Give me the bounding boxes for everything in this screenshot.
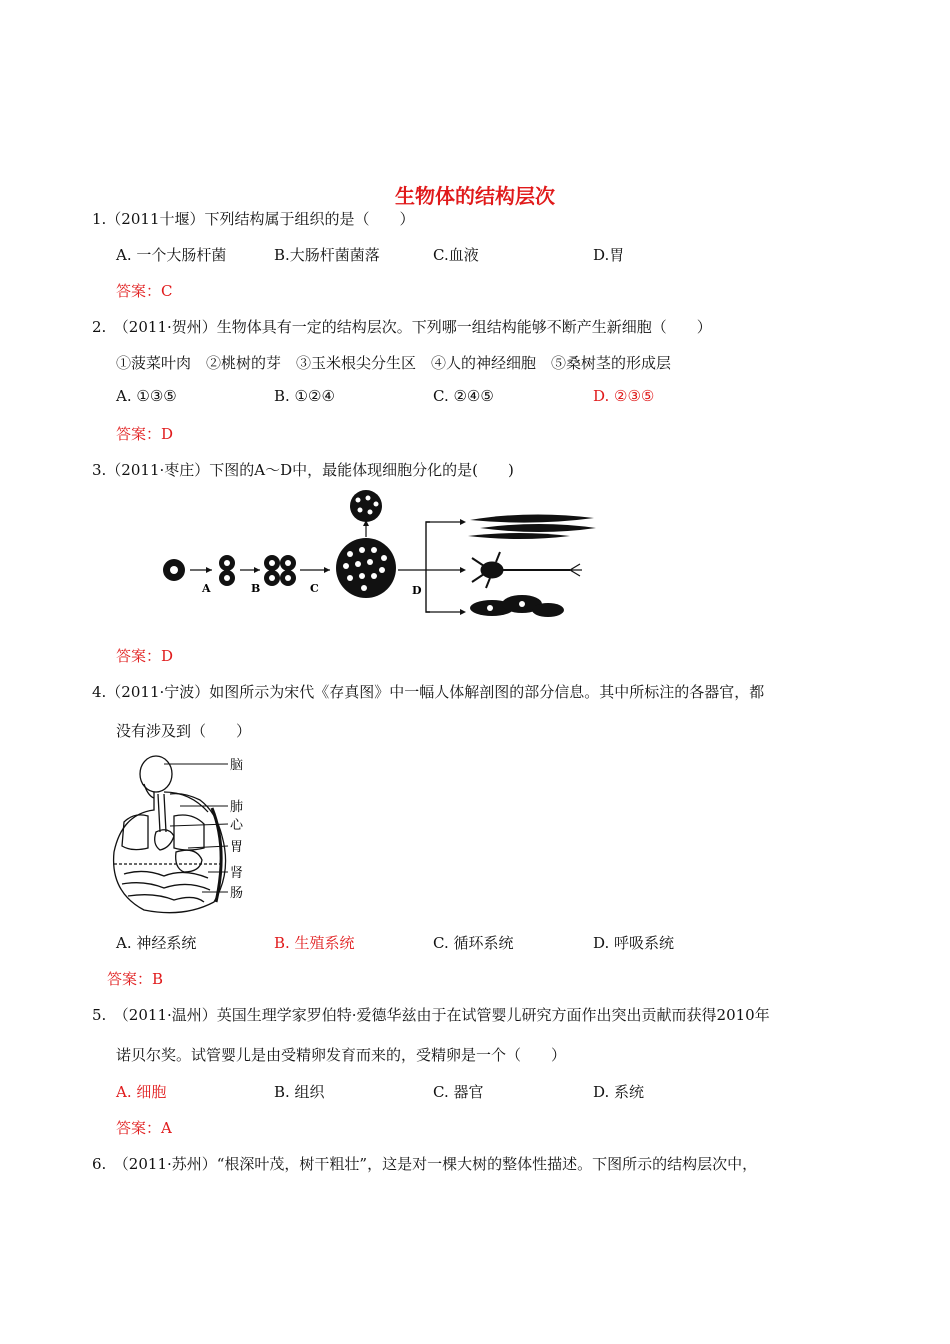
label-stomach: 胃 [230,840,244,855]
question-1-options [0,244,950,266]
label-brain: 脑 [230,758,244,773]
body-outline [114,756,226,913]
q4-option-a: A. 神经系统 [116,934,197,952]
q2-items: ①菠菜叶肉 ②桃树的芽 ③玉米根尖分生区 ④人的神经细胞 ⑤桑树茎的形成层 [116,354,672,372]
question-5-stem-line-2: 诺贝尔奖。试管婴儿是由受精卵发育而来的，受精卵是一个（ ） [116,1046,567,1064]
label-heart: 心 [230,818,244,833]
q5-option-c: C. 器官 [433,1083,484,1101]
label-b: B [251,582,261,595]
q5-option-a: A. 细胞 [116,1083,167,1101]
label-lung: 肺 [230,800,244,815]
q2-option-a: A. ①③⑤ [116,387,177,405]
q1-option-d: D.胃 [593,246,625,264]
q2-answer: 答案：D [116,425,174,443]
q1-option-b: B.大肠杆菌菌落 [274,246,380,264]
question-5-options [0,1081,950,1103]
question-3-stem: 3.（2011·枣庄）下图的A～D中，最能体现细胞分化的是( ) [92,461,514,479]
question-6-stem: 6. （2011·苏州）“根深叶茂，树干粗壮”，这是对一棵大树的整体性描述。下图所示的结构层次中， [92,1155,758,1173]
page-title: 生物体的结构层次 [395,184,555,208]
q3-answer: 答案：D [116,647,174,665]
q4-answer: 答案：B [107,970,164,988]
q4-option-b: B. 生殖系统 [274,934,355,952]
label-kidney: 肾 [230,866,244,881]
q5-option-b: B. 组织 [274,1083,325,1101]
four-cell-stage [264,555,296,586]
neuron [472,552,582,588]
label-intestine: 肠 [230,886,244,901]
question-4-stem-line-2: 没有涉及到（ ） [116,722,252,740]
dividing-cell-cluster [350,490,382,522]
question-2-options [0,387,950,409]
question-5-stem-line-1: 5. （2011·温州）英国生理学家罗伯特·爱德华兹由于在试管婴儿研究方面作出突出贡献而获得2010年 [92,1006,770,1024]
q2-option-b: B. ①②④ [274,387,335,405]
q1-option-a: A. 一个大肠杆菌 [116,246,227,264]
q1-answer: 答案：C [116,282,173,300]
two-cell-stage [219,555,235,586]
anatomy-figure [104,752,274,917]
q4-option-d: D. 呼吸系统 [593,934,675,952]
q2-option-d: D. ②③⑤ [593,387,655,405]
q2-option-c: C. ②④⑤ [433,387,494,405]
q5-option-d: D. 系统 [593,1083,645,1101]
q1-option-c: C.血液 [433,246,479,264]
muscle-tissue [468,514,596,539]
cell-mass [336,538,396,598]
epithelial-tissue [470,595,564,617]
q4-option-c: C. 循环系统 [433,934,514,952]
label-a: A [202,582,211,595]
question-4-options [0,932,950,954]
question-2-stem: 2. （2011·贺州）生物体具有一定的结构层次。下列哪一组结构能够不断产生新细胞（ ） [92,318,712,336]
label-c: C [310,582,319,595]
question-1-stem: 1.（2011十堰）下列结构属于组织的是（ ） [92,210,415,228]
question-4-stem-line-1: 4.（2011·宁波）如图所示为宋代《存真图》中一幅人体解剖图的部分信息。其中所标注的各器官，都 [92,683,765,701]
cell-differentiation-figure [150,488,610,628]
q5-answer: 答案：A [116,1119,172,1137]
label-d: D [412,584,422,597]
